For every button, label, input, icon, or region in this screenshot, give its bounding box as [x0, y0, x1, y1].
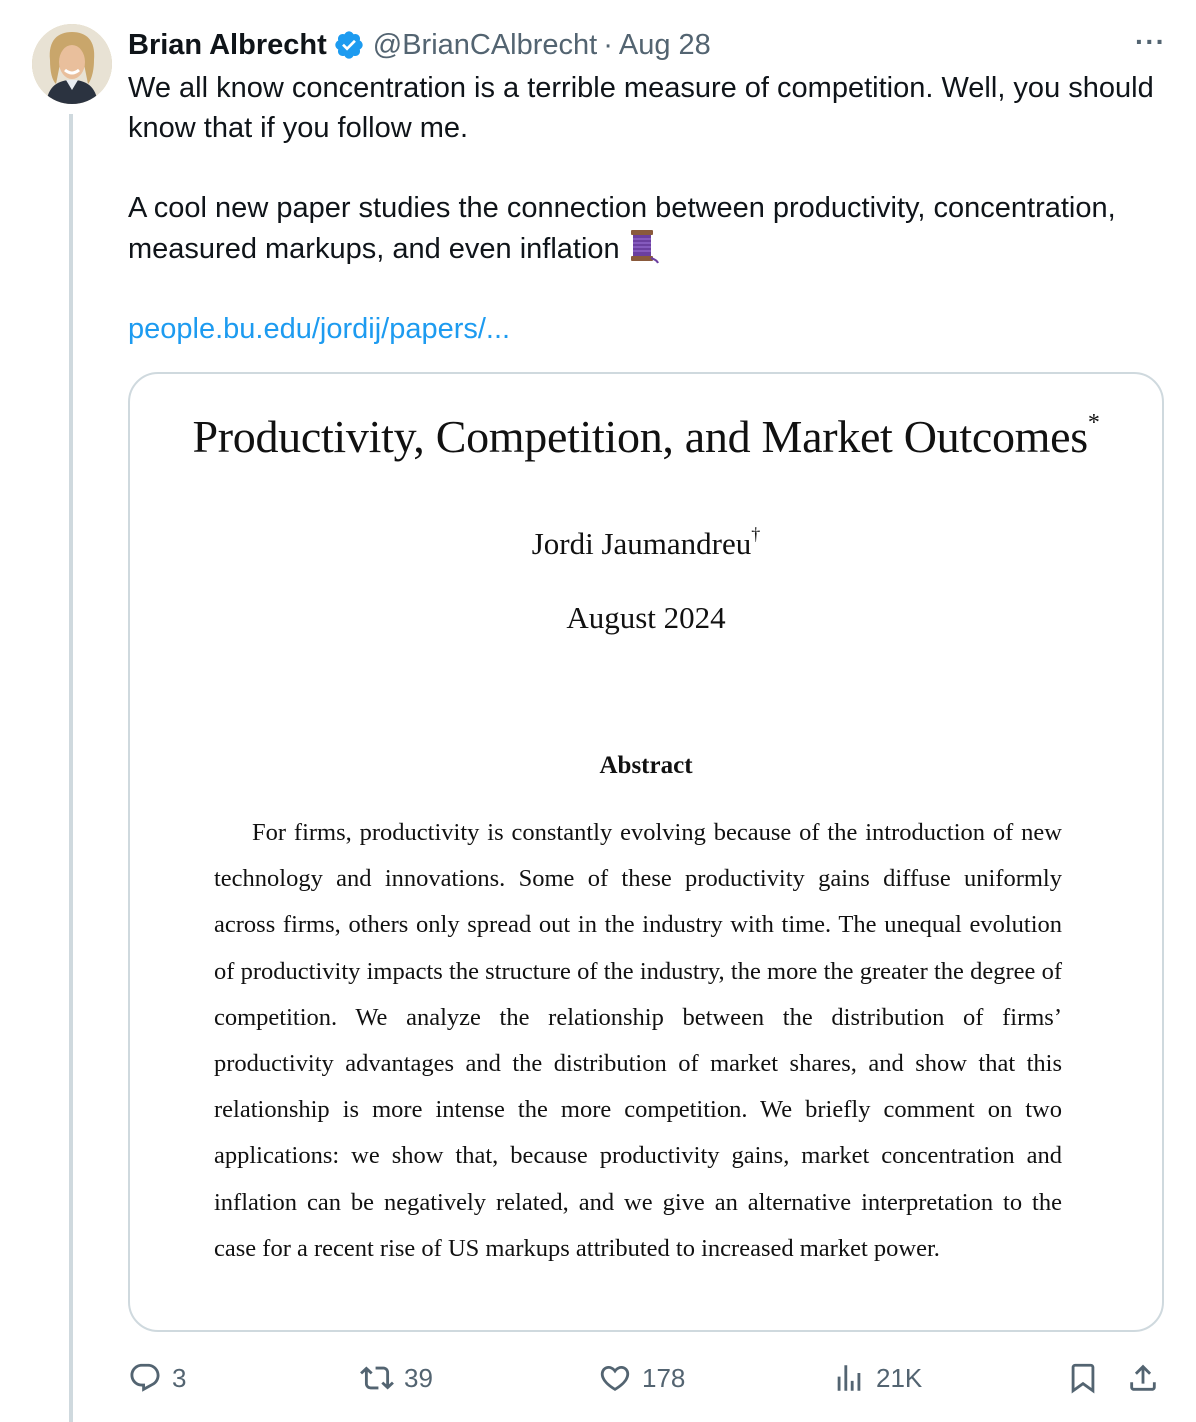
heart-icon — [598, 1361, 632, 1395]
tweet-date[interactable]: Aug 28 — [618, 28, 711, 61]
paper-author — [130, 524, 1162, 562]
paper-author-text: Jordi Jaumandreu — [531, 526, 752, 561]
title-footnote-mark: * — [1087, 410, 1100, 436]
abstract-heading: Abstract — [599, 752, 693, 779]
paper-title-text: Productivity, Competition, and Market Outcomes — [192, 411, 1088, 462]
repost-button[interactable] — [360, 1352, 433, 1404]
share-icon — [1126, 1361, 1160, 1395]
thread-spool-icon — [624, 228, 660, 264]
reply-button[interactable] — [128, 1352, 186, 1404]
repost-icon — [360, 1361, 394, 1395]
separator-dot: · — [603, 28, 613, 61]
author-footnote-mark: † — [751, 524, 761, 544]
verified-badge-icon — [333, 29, 365, 61]
tweet-paragraph-1: We all know concentration is a terrible measure of competition. Well, you should know that if you follow me. — [128, 72, 1154, 144]
tweet-actions — [128, 1352, 1164, 1404]
paper-image — [130, 374, 1162, 1330]
views-count: 21K — [876, 1362, 923, 1393]
bookmark-icon — [1066, 1361, 1100, 1395]
reply-icon — [128, 1361, 162, 1395]
tweet-paragraph-2-text: A cool new paper studies the connection between productivity, concentration, measured markups, and even inflation — [128, 192, 1116, 265]
like-count: 178 — [642, 1362, 686, 1393]
bookmark-button[interactable] — [1066, 1352, 1100, 1404]
thread-line — [69, 114, 73, 1422]
tweet-header — [128, 26, 1166, 64]
tweet-text — [128, 68, 1158, 349]
author-handle[interactable]: @BrianCAlbrecht — [372, 28, 598, 61]
paper-link[interactable]: people.bu.edu/jordij/papers/... — [128, 313, 511, 345]
views-button[interactable] — [832, 1352, 922, 1404]
paper-date: August 2024 — [566, 600, 726, 635]
share-button[interactable] — [1126, 1352, 1160, 1404]
abstract-body: For firms, productivity is constantly evolving because of the introduction of new technology and innovations. Some of these productivity gains diffuse uniformly across firms, others only spread out in the industry with time. The unequal evolution of productivity impacts the structure of the industry, the more the greater the degree of competition. We analyze the relationship between the distribution of firms’ productivity advantages and the distribution of market shares, and show that this relationship is more intense the more competition. We briefly comment on two applications: we show that, because productivity gains, market concentration and inflation can be negatively related, and we give an alternative interpretation to the case for a recent rise of US markups attributed to increased market power. — [214, 819, 1062, 1262]
tweet-paragraph-2 — [128, 188, 1158, 269]
more-options-icon[interactable]: ··· — [1135, 26, 1166, 57]
views-icon — [832, 1361, 866, 1395]
avatar[interactable] — [32, 24, 112, 104]
paper-title — [130, 410, 1162, 463]
repost-count: 39 — [404, 1362, 433, 1393]
paper-preview-card[interactable] — [128, 372, 1164, 1332]
reply-count: 3 — [172, 1362, 187, 1393]
like-button[interactable] — [598, 1352, 685, 1404]
author-name[interactable]: Brian Albrecht — [128, 28, 327, 61]
